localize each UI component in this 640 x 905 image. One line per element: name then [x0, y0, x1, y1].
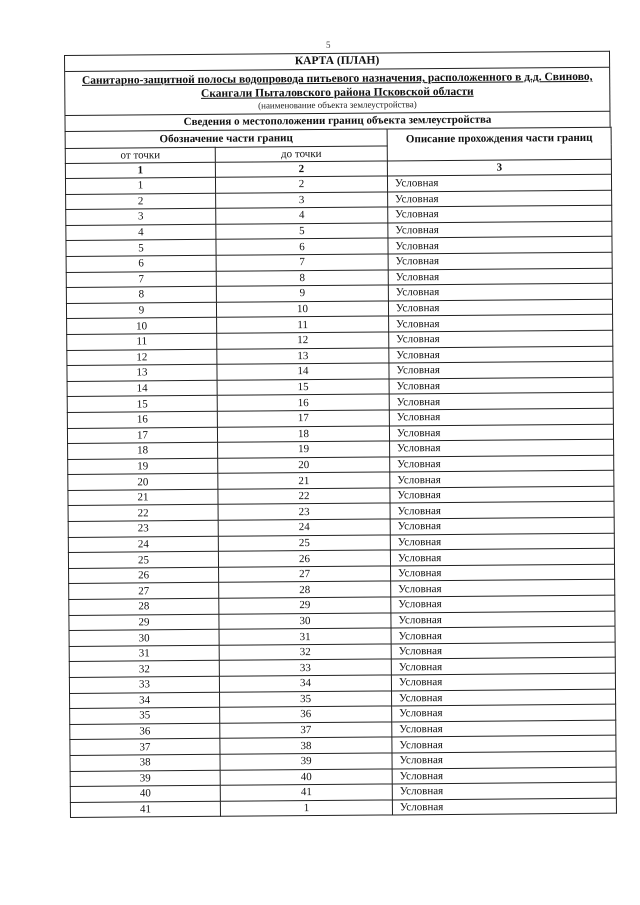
description-cell: Условная	[390, 470, 614, 487]
to-point-cell: 8	[216, 270, 388, 287]
to-point-cell: 24	[218, 519, 390, 536]
from-point-cell: 41	[70, 801, 220, 818]
from-point-cell: 25	[68, 552, 218, 569]
to-point-cell: 14	[217, 363, 389, 380]
to-point-cell: 41	[220, 784, 392, 801]
to-point-cell: 27	[219, 566, 391, 583]
column-number: 2	[215, 161, 387, 177]
to-point-cell: 11	[217, 316, 389, 333]
boundary-table	[65, 127, 617, 819]
to-point-cell: 2	[215, 176, 387, 193]
to-point-cell: 3	[216, 192, 388, 209]
to-point-cell: 22	[218, 488, 390, 505]
to-point-cell: 30	[219, 613, 391, 630]
subject-note: (наименование объекта землеустройства)	[258, 99, 417, 111]
description-cell: Условная	[391, 580, 615, 597]
from-point-cell: 20	[68, 474, 218, 491]
description-cell: Условная	[389, 315, 613, 332]
description-cell: Условная	[390, 486, 614, 503]
to-point-cell: 29	[219, 597, 391, 614]
to-point-cell: 7	[216, 254, 388, 271]
description-cell: Условная	[391, 611, 615, 628]
from-point-cell: 23	[68, 520, 218, 537]
from-point-cell: 5	[66, 240, 216, 257]
from-point-cell: 11	[67, 333, 217, 350]
from-point-cell: 32	[69, 661, 219, 678]
description-cell: Условная	[389, 361, 613, 378]
from-point-cell: 8	[66, 286, 216, 303]
from-point-cell: 26	[69, 567, 219, 584]
from-point-cell: 33	[69, 676, 219, 693]
description-cell: Условная	[389, 393, 613, 410]
to-point-cell: 17	[217, 410, 389, 427]
from-point-header: от точки	[65, 147, 215, 163]
description-cell: Условная	[388, 268, 612, 285]
from-point-cell: 19	[68, 458, 218, 475]
to-point-cell: 39	[220, 753, 392, 770]
from-point-cell: 3	[66, 209, 216, 226]
to-point-cell: 21	[218, 472, 390, 489]
to-point-cell: 6	[216, 238, 388, 255]
from-point-cell: 40	[70, 785, 220, 802]
description-cell: Условная	[391, 595, 615, 612]
description-cell: Условная	[389, 330, 613, 347]
description-cell: Условная	[391, 673, 615, 690]
column-number: 3	[387, 159, 611, 176]
description-cell: Условная	[392, 704, 616, 721]
to-point-cell: 33	[219, 659, 391, 676]
to-point-cell: 15	[217, 379, 389, 396]
section-title: Сведения о местоположении границ объекта землеустройства	[65, 111, 609, 131]
from-point-cell: 2	[66, 193, 216, 210]
to-point-cell: 18	[217, 425, 389, 442]
description-cell: Условная	[392, 720, 616, 737]
description-cell: Условная	[388, 252, 612, 269]
description-cell: Условная	[388, 221, 612, 238]
to-point-cell: 40	[220, 769, 392, 786]
from-point-cell: 27	[69, 583, 219, 600]
column-number: 1	[65, 162, 215, 178]
description-cell: Условная	[392, 751, 616, 768]
to-point-cell: 9	[216, 285, 388, 302]
to-point-cell: 35	[220, 691, 392, 708]
document-title: КАРТА (ПЛАН)	[65, 52, 609, 72]
from-point-cell: 28	[69, 598, 219, 615]
description-header: Описание прохождения части границ	[387, 127, 611, 161]
description-cell: Условная	[387, 174, 611, 191]
document-subject: Санитарно-защитной полосы водопровода питьевого назначения, расположенного в д.д. Свиново, Скангали Пыталовского района Псковской области	[81, 70, 593, 100]
description-cell: Условная	[389, 377, 613, 394]
from-point-cell: 34	[70, 692, 220, 709]
description-cell: Условная	[388, 283, 612, 300]
table-row	[70, 798, 616, 818]
description-cell: Условная	[390, 439, 614, 456]
description-cell: Условная	[391, 626, 615, 643]
description-cell: Условная	[390, 517, 614, 534]
from-point-cell: 30	[69, 630, 219, 647]
to-point-cell: 38	[220, 737, 392, 754]
description-cell: Условная	[390, 455, 614, 472]
from-point-cell: 15	[67, 396, 217, 413]
to-point-cell: 36	[220, 706, 392, 723]
description-cell: Условная	[391, 658, 615, 675]
from-point-cell: 36	[70, 723, 220, 740]
to-point-cell: 13	[217, 347, 389, 364]
from-point-cell: 6	[66, 255, 216, 272]
description-cell: Условная	[389, 424, 613, 441]
description-cell: Условная	[392, 736, 616, 753]
to-point-cell: 10	[216, 301, 388, 318]
from-point-cell: 7	[66, 271, 216, 288]
boundary-map-sheet	[64, 51, 616, 819]
description-cell: Условная	[391, 564, 615, 581]
from-point-cell: 22	[68, 505, 218, 522]
description-cell: Условная	[390, 548, 614, 565]
from-point-cell: 14	[67, 380, 217, 397]
to-point-header: до точки	[215, 146, 387, 162]
from-point-cell: 10	[67, 318, 217, 335]
to-point-cell: 26	[218, 550, 390, 567]
from-point-cell: 13	[67, 364, 217, 381]
to-point-cell: 34	[219, 675, 391, 692]
description-cell: Условная	[388, 299, 612, 316]
from-point-cell: 4	[66, 224, 216, 241]
description-cell: Условная	[388, 190, 612, 207]
from-point-cell: 37	[70, 739, 220, 756]
to-point-cell: 16	[217, 394, 389, 411]
description-cell: Условная	[391, 642, 615, 659]
to-point-cell: 37	[220, 722, 392, 739]
to-point-cell: 20	[218, 457, 390, 474]
from-point-cell: 21	[68, 489, 218, 506]
description-cell: Условная	[389, 408, 613, 425]
description-cell: Условная	[388, 237, 612, 254]
to-point-cell: 31	[219, 628, 391, 645]
to-point-cell: 25	[218, 535, 390, 552]
from-point-cell: 38	[70, 754, 220, 771]
from-point-cell: 29	[69, 614, 219, 631]
description-cell: Условная	[388, 205, 612, 222]
to-point-cell: 4	[216, 207, 388, 224]
from-point-cell: 24	[68, 536, 218, 553]
to-point-cell: 32	[219, 644, 391, 661]
to-point-cell: 12	[217, 332, 389, 349]
to-point-cell: 5	[216, 223, 388, 240]
description-cell: Условная	[390, 533, 614, 550]
to-point-cell: 1	[220, 800, 392, 817]
description-cell: Условная	[392, 798, 616, 815]
description-cell: Условная	[389, 346, 613, 363]
to-point-cell: 19	[218, 441, 390, 458]
description-cell: Условная	[390, 502, 614, 519]
document-header	[64, 51, 611, 131]
from-point-cell: 1	[65, 177, 215, 194]
from-point-cell: 31	[69, 645, 219, 662]
from-point-cell: 12	[67, 349, 217, 366]
description-cell: Условная	[392, 689, 616, 706]
from-point-cell: 16	[67, 411, 217, 428]
from-point-cell: 9	[66, 302, 216, 319]
from-point-cell: 18	[68, 442, 218, 459]
group-header: Обозначение части границ	[65, 129, 387, 149]
table-header-row	[65, 127, 611, 148]
to-point-cell: 23	[218, 503, 390, 520]
to-point-cell: 28	[219, 581, 391, 598]
page-number: 5	[326, 40, 331, 50]
from-point-cell: 39	[70, 770, 220, 787]
from-point-cell: 17	[67, 427, 217, 444]
description-cell: Условная	[392, 767, 616, 784]
from-point-cell: 35	[70, 707, 220, 724]
description-cell: Условная	[392, 782, 616, 799]
